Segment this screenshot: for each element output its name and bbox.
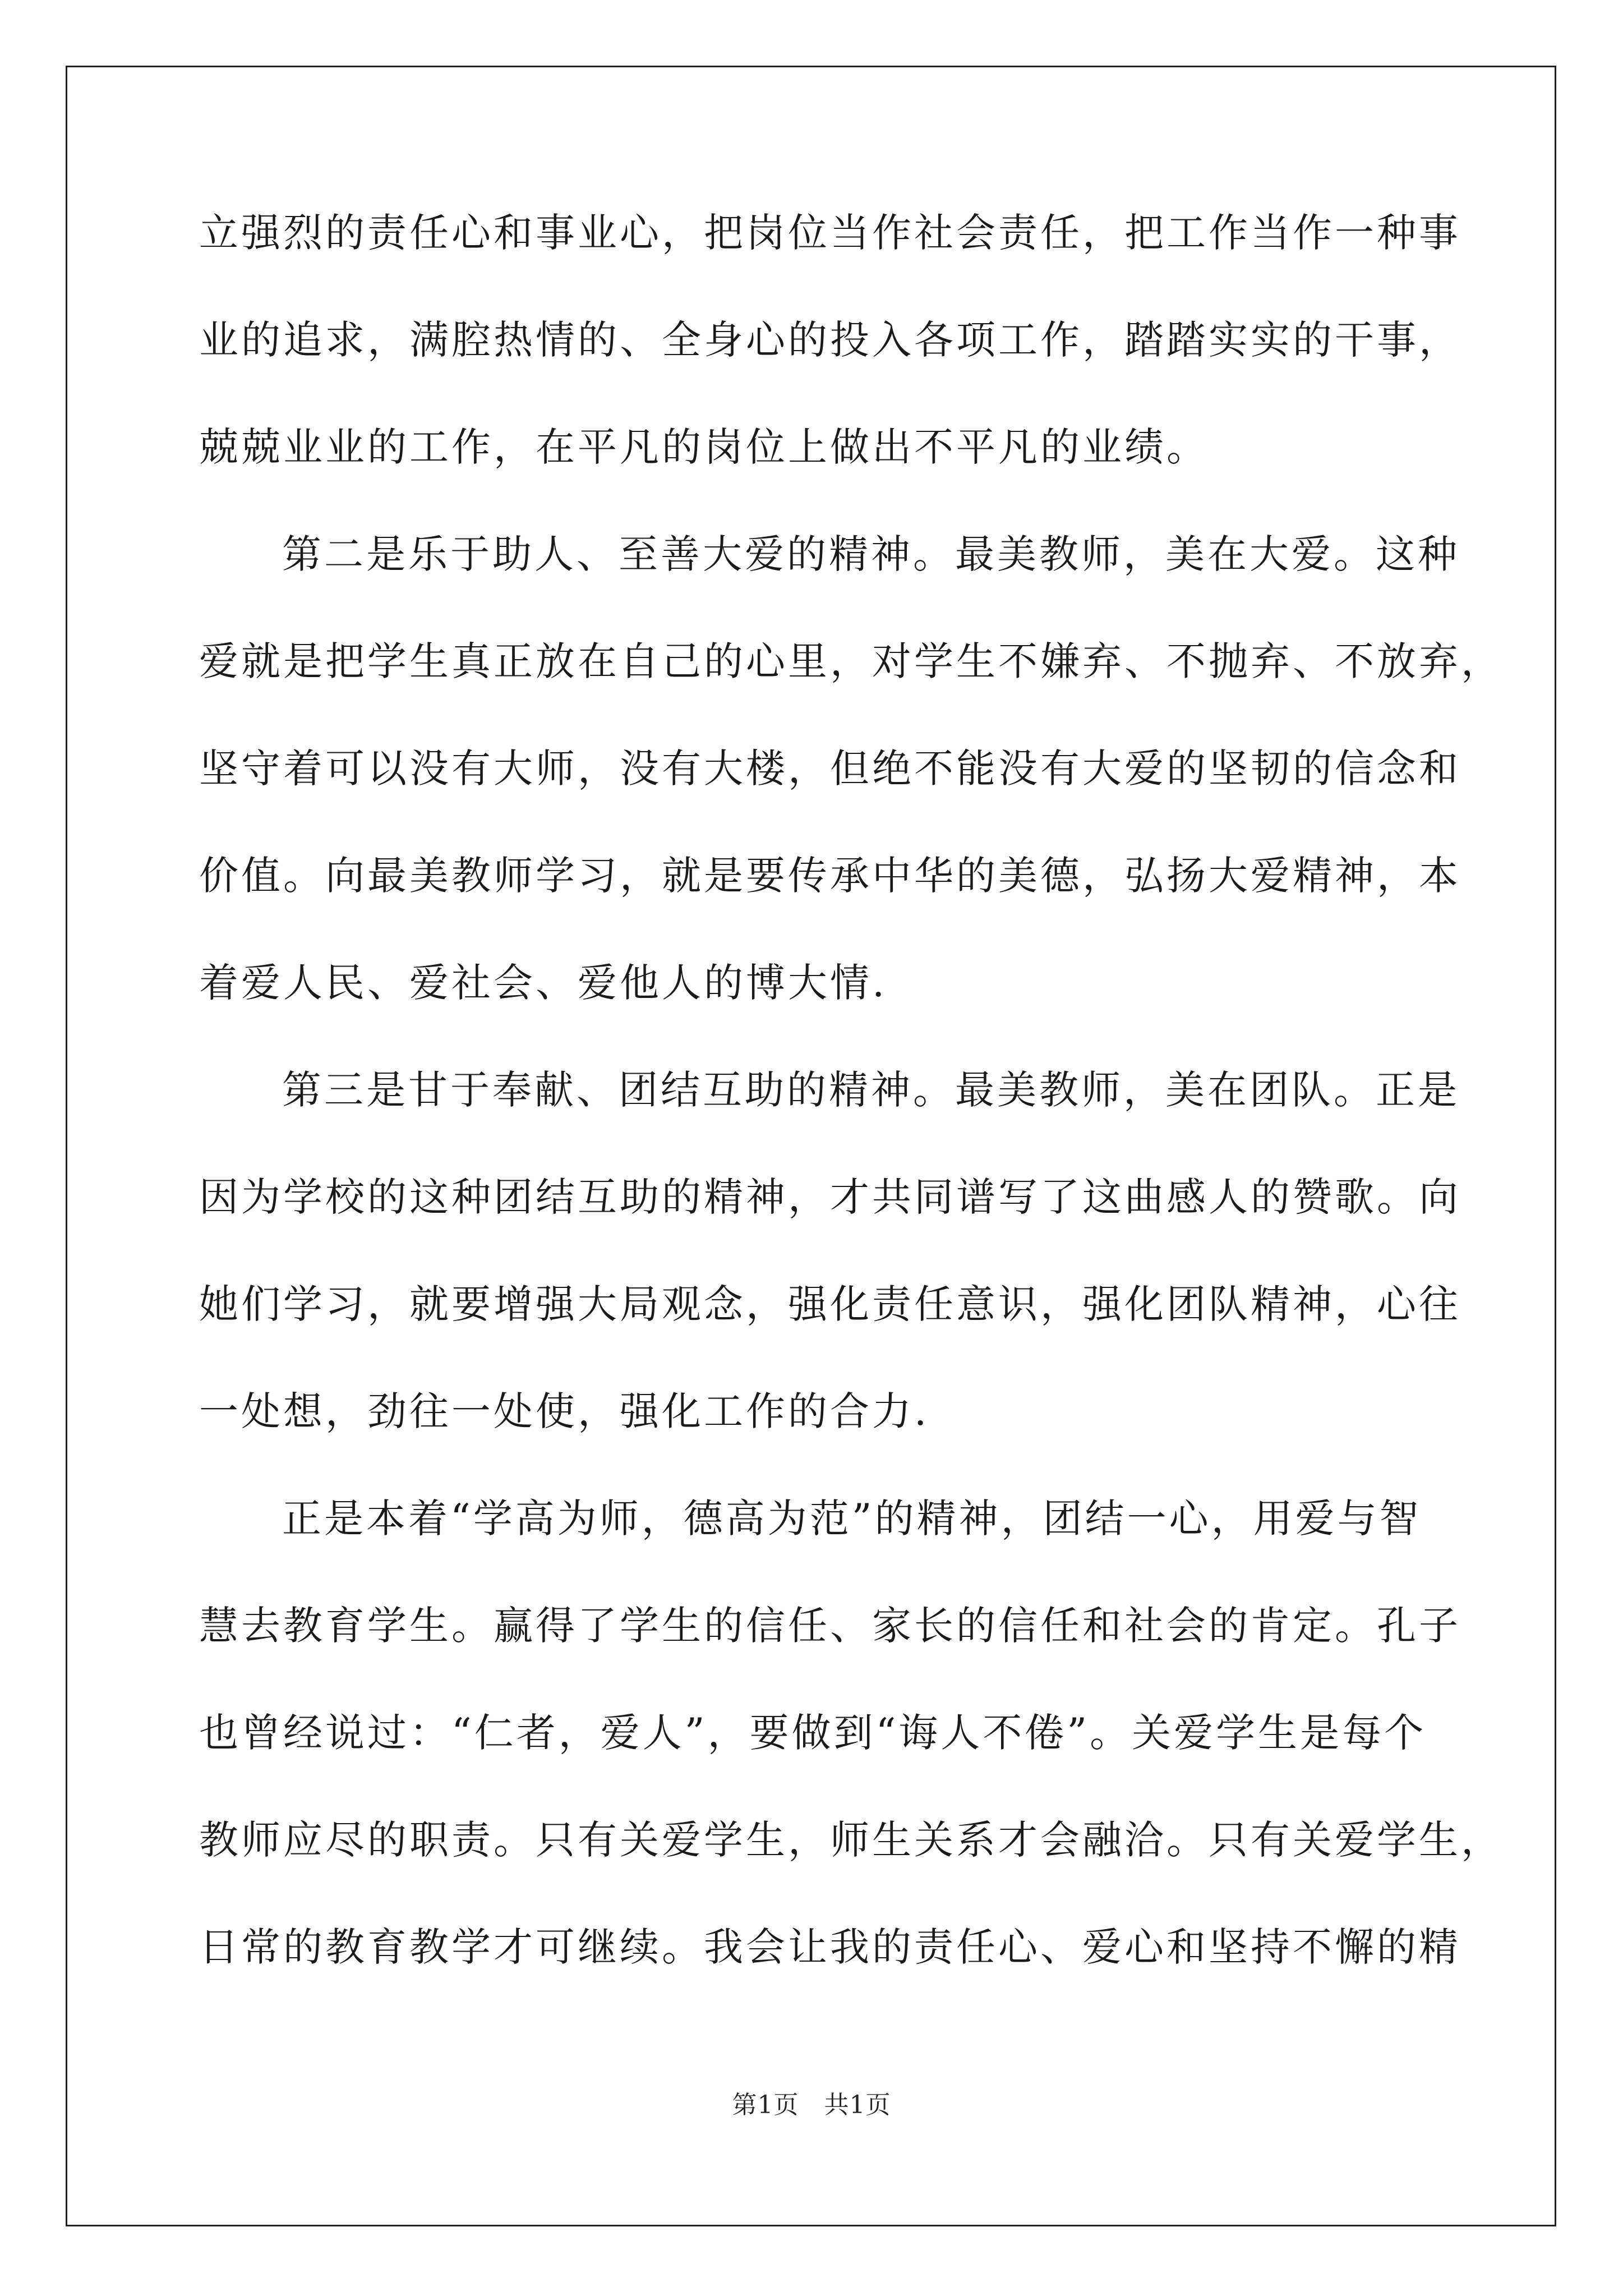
text-line: 因为学校的这种团结互助的精神，才共同谱写了这曲感人的赞歌。向 [199, 1174, 1461, 1220]
text-line: 业的追求，满腔热情的、全身心的投入各项工作，踏踏实实的干事， [199, 317, 1461, 363]
page-number-footer: 第1页 共1页 [732, 2091, 891, 2119]
text-line: 也曾经说过：“仁者，爱人”，要做到“诲人不倦”。关爱学生是每个 [199, 1710, 1427, 1756]
text-line: 价值。向最美教师学习，就是要传承中华的美德，弘扬大爱精神，本 [199, 853, 1461, 899]
text-line: 立强烈的责任心和事业心，把岗位当作社会责任，把工作当作一种事 [199, 210, 1461, 256]
text-line: 一处想，劲往一处使，强化工作的合力. [199, 1388, 930, 1434]
text-line: 爱就是把学生真正放在自己的心里，对学生不嫌弃、不抛弃、不放弃， [199, 638, 1503, 684]
text-line: 第二是乐于助人、至善大爱的精神。最美教师，美在大爱。这种 [282, 531, 1460, 577]
document-body [199, 210, 1503, 2032]
text-line: 教师应尽的职责。只有关爱学生，师生关系才会融洽。只有关爱学生， [199, 1817, 1503, 1863]
text-line: 日常的教育教学才可继续。我会让我的责任心、爱心和坚持不懈的精 [199, 1924, 1461, 1970]
text-line: 慧去教育学生。赢得了学生的信任、家长的信任和社会的肯定。孔子 [199, 1603, 1461, 1649]
text-line: 坚守着可以没有大师，没有大楼，但绝不能没有大爱的坚韧的信念和 [199, 746, 1461, 792]
text-line: 着爱人民、爱社会、爱他人的博大情. [199, 960, 888, 1006]
text-line: 第三是甘于奉献、团结互助的精神。最美教师，美在团队。正是 [282, 1067, 1460, 1113]
text-line: 正是本着“学高为师，德高为范”的精神，团结一心，用爱与智 [282, 1496, 1422, 1542]
text-line: 兢兢业业的工作，在平凡的岗位上做出不平凡的业绩。 [199, 424, 1209, 470]
text-line: 她们学习，就要增强大局观念，强化责任意识，强化团队精神，心往 [199, 1281, 1461, 1327]
